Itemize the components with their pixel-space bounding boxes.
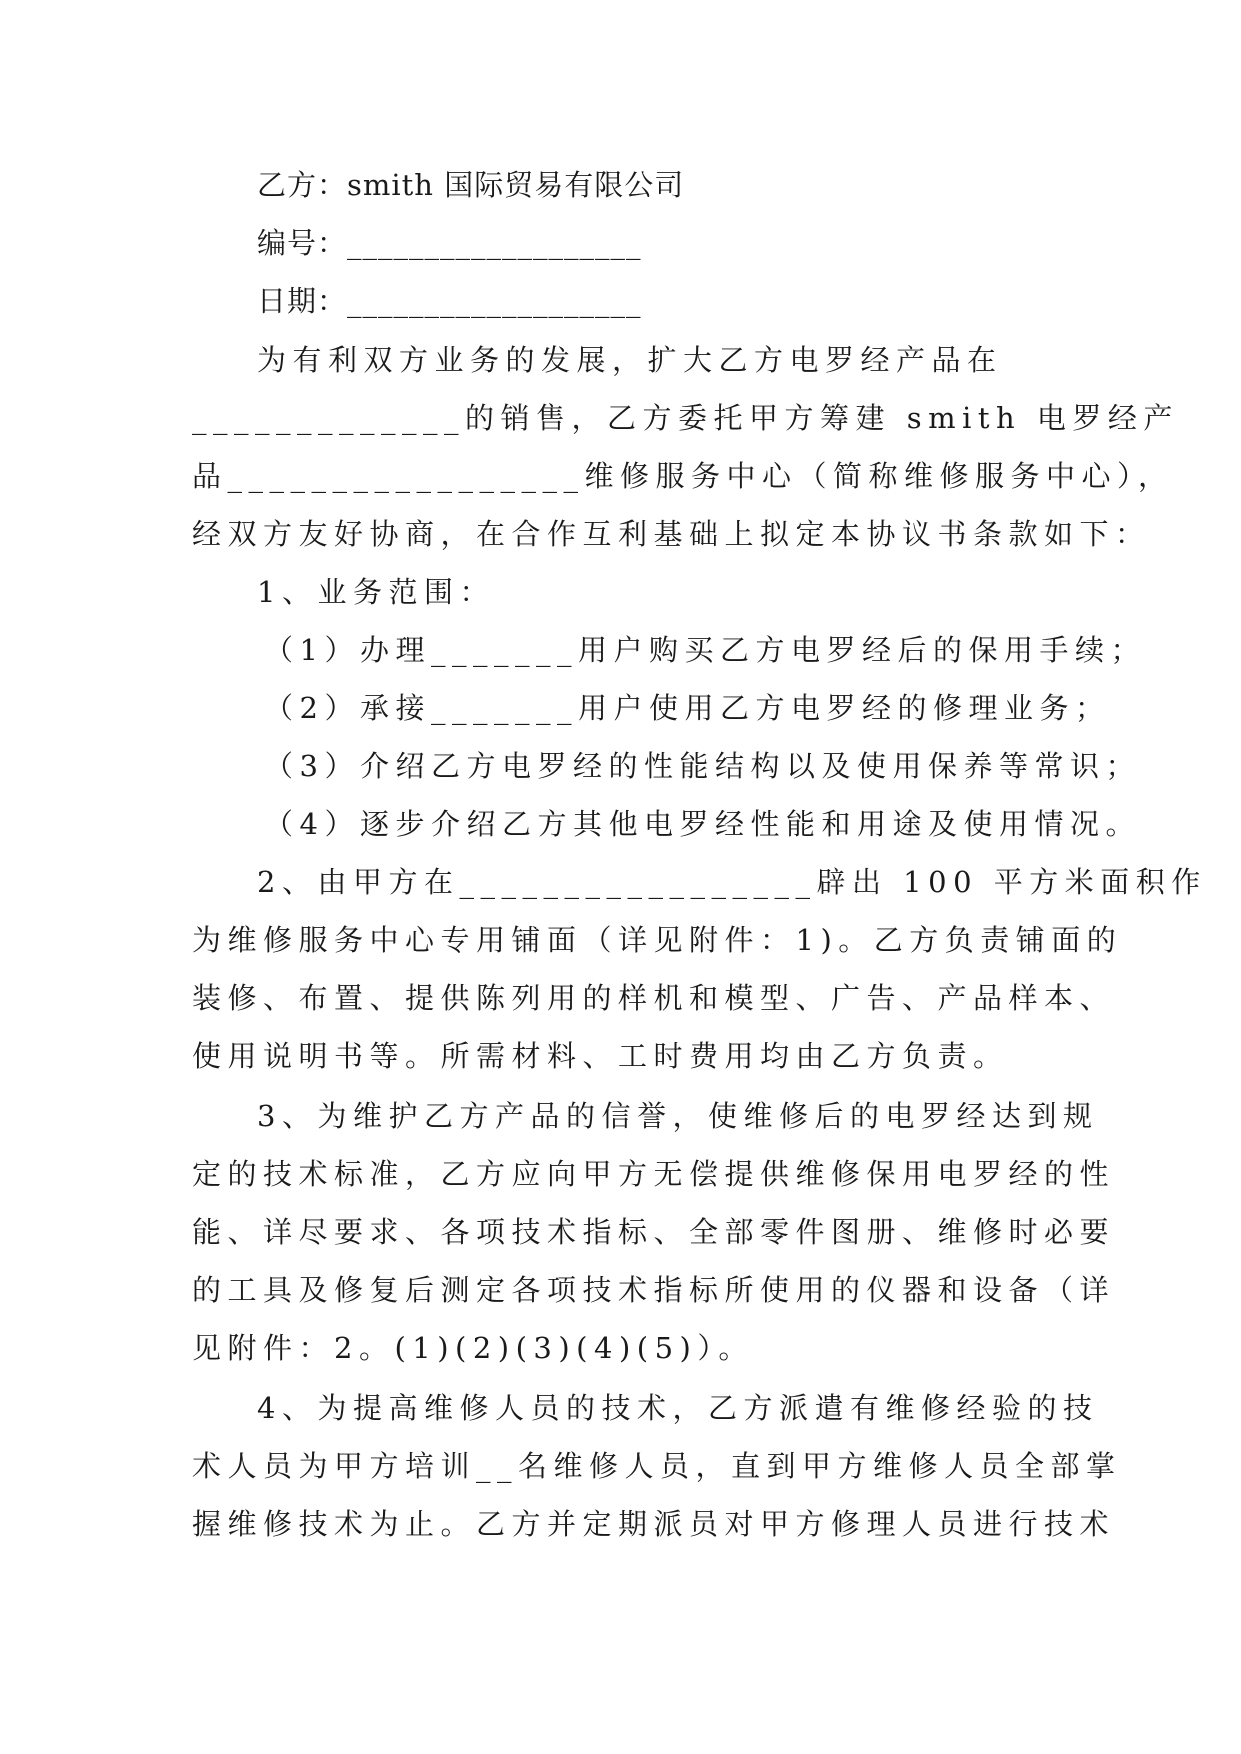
section3-line-1: 3、为维护乙方产品的信誉，使维修后的电罗经达到规 [257, 1099, 1099, 1133]
section3-line-4: 的工具及修复后测定各项技术指标所使用的仪器和设备（详 [192, 1273, 1116, 1307]
date-line: 日期：___________________ [257, 284, 642, 318]
section2-line-4: 使用说明书等。所需材料、工时费用均由乙方负责。 [192, 1039, 1009, 1073]
section3-line-2: 定的技术标准，乙方应向甲方无偿提供维修保用电罗经的性 [192, 1157, 1116, 1191]
section1-item-3: （3）介绍乙方电罗经的性能结构以及使用保养等常识； [264, 749, 1141, 783]
section1-item-2: （2）承接_______用户使用乙方电罗经的修理业务； [264, 691, 1111, 725]
section4-line-3: 握维修技术为止。乙方并定期派员对甲方修理人员进行技术 [192, 1507, 1116, 1541]
section3-line-3: 能、详尽要求、各项技术指标、全部零件图册、维修时必要 [192, 1215, 1116, 1249]
section2-line-1: 2、由甲方在_________________辟出 100 平方米面积作 [257, 865, 1207, 899]
intro-line-2: _____________的销售，乙方委托甲方筹建 smith 电罗经产 [192, 401, 1179, 435]
section1-item-4: （4）逐步介绍乙方其他电罗经性能和用途及使用情况。 [264, 807, 1141, 841]
intro-line-4: 经双方友好协商，在合作互利基础上拟定本协议书条款如下： [192, 517, 1151, 551]
intro-line-3: 品_________________维修服务中心（简称维修服务中心）， [192, 459, 1174, 493]
section2-line-2: 为维修服务中心专用铺面（详见附件：1)。乙方负责铺面的 [192, 923, 1123, 957]
intro-line-1: 为有利双方业务的发展，扩大乙方电罗经产品在 [257, 343, 1003, 377]
section1-item-1: （1）办理_______用户购买乙方电罗经后的保用手续； [264, 633, 1146, 667]
number-line: 编号：___________________ [257, 226, 642, 260]
party-b-line: 乙方：smith 国际贸易有限公司 [257, 168, 685, 202]
section4-line-2: 术人员为甲方培训__名维修人员，直到甲方维修人员全部掌 [192, 1449, 1122, 1483]
section3-line-5: 见附件：2。(1)(2)(3)(4)(5)）。 [192, 1331, 754, 1365]
section4-line-1: 4、为提高维修人员的技术，乙方派遣有维修经验的技 [257, 1391, 1099, 1425]
section2-line-3: 装修、布置、提供陈列用的样机和模型、广告、产品样本、 [192, 981, 1116, 1015]
section1-heading: 1、业务范围： [257, 575, 495, 609]
